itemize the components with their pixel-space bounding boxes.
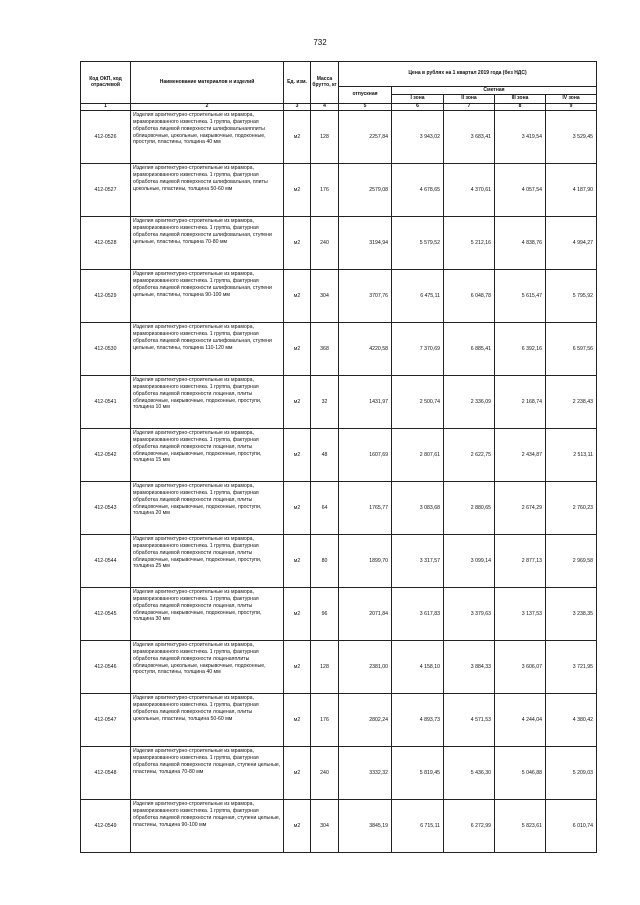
mass-cell: 32 bbox=[311, 376, 339, 429]
unit-cell: м2 bbox=[284, 376, 311, 429]
column-number: 6 bbox=[392, 104, 444, 111]
zone-3-price-cell: 2 877,13 bbox=[495, 535, 546, 588]
zone-1-price-cell: 2 807,61 bbox=[392, 429, 444, 482]
zone-4-price-cell: 3 238,35 bbox=[546, 588, 597, 641]
unit-cell: м2 bbox=[284, 111, 311, 164]
page-number: 732 bbox=[313, 38, 327, 47]
column-number: 4 bbox=[311, 104, 339, 111]
zone-2-price-cell: 5 212,16 bbox=[444, 217, 495, 270]
zone-2-price-cell: 6 885,41 bbox=[444, 323, 495, 376]
material-name-cell: Изделия архитектурно-строительные из мрамора, мраморизованного известняка. 1 группа, фактурная обработка лицевой поверхности шлифовальная, ступени цельные, пластины, толщина 70-80 мм bbox=[131, 217, 284, 270]
material-name-cell: Изделия архитектурно-строительные из мрамора, мраморизованного известняка. 1 группа, фактурная обработка лицевой поверхности шлифовальная, плиты цокольные, пластины, толщина 50-60 мм bbox=[131, 164, 284, 217]
column-number: 8 bbox=[495, 104, 546, 111]
release-price-cell: 1431,97 bbox=[339, 376, 392, 429]
material-name-cell: Изделия архитектурно-строительные из мрамора, мраморизованного известняка. 1 группа, фактурная обработка лицевой поверхности шлифовальнаяплиты облицовочные, цокольные, накрывочные, подоконные, проступи, пластины, толщина 40 мм bbox=[131, 111, 284, 164]
okp-code-cell: 412-0549 bbox=[81, 800, 131, 853]
table-row bbox=[81, 323, 597, 376]
unit-cell: м2 bbox=[284, 323, 311, 376]
mass-cell: 48 bbox=[311, 429, 339, 482]
unit-cell: м2 bbox=[284, 800, 311, 853]
mass-cell: 304 bbox=[311, 800, 339, 853]
unit-cell: м2 bbox=[284, 747, 311, 800]
okp-code-cell: 412-0527 bbox=[81, 164, 131, 217]
material-name-cell: Изделия архитектурно-строительные из мрамора, мраморизованного известняка. 1 группа, фактурная обработка лицевой поверхности лощеная, плиты облицовочные, накрывочные, подоконные, проступи, толщина 25 мм bbox=[131, 535, 284, 588]
zone-2-price-cell: 5 436,30 bbox=[444, 747, 495, 800]
okp-code-cell: 412-0526 bbox=[81, 111, 131, 164]
unit-cell: м2 bbox=[284, 694, 311, 747]
zone-1-price-cell: 4 893,73 bbox=[392, 694, 444, 747]
table-row bbox=[81, 535, 597, 588]
column-number: 2 bbox=[131, 104, 284, 111]
zone-2-price-cell: 3 379,63 bbox=[444, 588, 495, 641]
zone-3-price-cell: 3 606,07 bbox=[495, 641, 546, 694]
okp-code-cell: 412-0529 bbox=[81, 270, 131, 323]
zone-4-price-cell: 5 795,92 bbox=[546, 270, 597, 323]
unit-cell: м2 bbox=[284, 429, 311, 482]
okp-code-cell: 412-0544 bbox=[81, 535, 131, 588]
zone-3-price-cell: 5 823,61 bbox=[495, 800, 546, 853]
material-name-cell: Изделия архитектурно-строительные из мрамора, мраморизованного известняка. 1 группа, фактурная обработка лицевой поверхности шлифовальная, ступени цельные, пластины, толщина 90-100 мм bbox=[131, 270, 284, 323]
zone-3-price-cell: 4 244,04 bbox=[495, 694, 546, 747]
material-name-cell: Изделия архитектурно-строительные из мрамора, мраморизованного известняка. 1 группа, фактурная обработка лицевой поверхности шлифовальная, ступени цельные, пластины, толщина 110-120 мм bbox=[131, 323, 284, 376]
zone-2-price-cell: 2 336,09 bbox=[444, 376, 495, 429]
table-row bbox=[81, 641, 597, 694]
table-row bbox=[81, 747, 597, 800]
material-name-cell: Изделия архитектурно-строительные из мрамора, мраморизованного известняка. 1 группа, фактурная обработка лицевой поверхности лощеная, плиты облицовочные, накрывочные, подоконные, проступи, толщина 20 мм bbox=[131, 482, 284, 535]
table-row bbox=[81, 800, 597, 853]
column-number: 1 bbox=[81, 104, 131, 111]
zone-1-price-cell: 4 678,65 bbox=[392, 164, 444, 217]
header-zone-2: II зона bbox=[444, 95, 495, 104]
zone-3-price-cell: 5 046,88 bbox=[495, 747, 546, 800]
okp-code-cell: 412-0547 bbox=[81, 694, 131, 747]
zone-1-price-cell: 3 083,68 bbox=[392, 482, 444, 535]
zone-2-price-cell: 6 272,99 bbox=[444, 800, 495, 853]
unit-cell: м2 bbox=[284, 270, 311, 323]
mass-cell: 176 bbox=[311, 164, 339, 217]
release-price-cell: 2071,84 bbox=[339, 588, 392, 641]
okp-code-cell: 412-0528 bbox=[81, 217, 131, 270]
unit-cell: м2 bbox=[284, 164, 311, 217]
zone-3-price-cell: 3 419,54 bbox=[495, 111, 546, 164]
table-row bbox=[81, 588, 597, 641]
header-estimate-price: Сметная bbox=[392, 87, 597, 95]
unit-cell: м2 bbox=[284, 588, 311, 641]
zone-3-price-cell: 2 674,29 bbox=[495, 482, 546, 535]
table-row bbox=[81, 429, 597, 482]
mass-cell: 128 bbox=[311, 111, 339, 164]
column-number: 7 bbox=[444, 104, 495, 111]
price-table bbox=[80, 61, 597, 853]
okp-code-cell: 412-0546 bbox=[81, 641, 131, 694]
zone-4-price-cell: 5 209,03 bbox=[546, 747, 597, 800]
mass-cell: 240 bbox=[311, 217, 339, 270]
header-code: Код ОКП, код отраслевой bbox=[81, 62, 131, 104]
column-number: 5 bbox=[339, 104, 392, 111]
material-name-cell: Изделия архитектурно-строительные из мрамора, мраморизованного известняка. 1 группа, фактурная обработка лицевой поверхности лощеная, ступени цельные, пластины, толщина 70-80 мм bbox=[131, 747, 284, 800]
table-row bbox=[81, 270, 597, 323]
material-name-cell: Изделия архитектурно-строительные из мрамора, мраморизованного известняка. 1 группа, фактурная обработка лицевой поверхности лощеная, ступени цельные, пластины, толщина 90-100 мм bbox=[131, 800, 284, 853]
zone-1-price-cell: 3 943,02 bbox=[392, 111, 444, 164]
mass-cell: 368 bbox=[311, 323, 339, 376]
mass-cell: 176 bbox=[311, 694, 339, 747]
zone-4-price-cell: 6 010,74 bbox=[546, 800, 597, 853]
zone-1-price-cell: 5 819,45 bbox=[392, 747, 444, 800]
zone-4-price-cell: 6 597,56 bbox=[546, 323, 597, 376]
zone-4-price-cell: 2 238,43 bbox=[546, 376, 597, 429]
zone-4-price-cell: 4 380,42 bbox=[546, 694, 597, 747]
zone-3-price-cell: 4 838,76 bbox=[495, 217, 546, 270]
zone-2-price-cell: 2 880,65 bbox=[444, 482, 495, 535]
okp-code-cell: 412-0545 bbox=[81, 588, 131, 641]
header-unit: Ед. изм. bbox=[284, 62, 311, 104]
mass-cell: 80 bbox=[311, 535, 339, 588]
zone-1-price-cell: 5 579,52 bbox=[392, 217, 444, 270]
table-row bbox=[81, 376, 597, 429]
material-name-cell: Изделия архитектурно-строительные из мрамора, мраморизованного известняка. 1 группа, фактурная обработка лицевой поверхности лощеная, плиты цокольные, пластины, толщина 50-60 мм bbox=[131, 694, 284, 747]
zone-2-price-cell: 4 571,53 bbox=[444, 694, 495, 747]
table-row bbox=[81, 482, 597, 535]
mass-cell: 128 bbox=[311, 641, 339, 694]
zone-3-price-cell: 6 392,16 bbox=[495, 323, 546, 376]
release-price-cell: 3707,76 bbox=[339, 270, 392, 323]
zone-4-price-cell: 2 969,58 bbox=[546, 535, 597, 588]
mass-cell: 96 bbox=[311, 588, 339, 641]
zone-1-price-cell: 3 617,83 bbox=[392, 588, 444, 641]
zone-3-price-cell: 2 434,87 bbox=[495, 429, 546, 482]
column-number: 9 bbox=[546, 104, 597, 111]
release-price-cell: 1607,69 bbox=[339, 429, 392, 482]
zone-4-price-cell: 3 721,95 bbox=[546, 641, 597, 694]
unit-cell: м2 bbox=[284, 641, 311, 694]
material-name-cell: Изделия архитектурно-строительные из мрамора, мраморизованного известняка. 1 группа, фактурная обработка лицевой поверхности лощеная, плиты облицовочные, накрывочные, подоконные, проступи, толщина 15 мм bbox=[131, 429, 284, 482]
release-price-cell: 3194,94 bbox=[339, 217, 392, 270]
header-release-price: отпускная bbox=[339, 87, 392, 104]
zone-1-price-cell: 2 500,74 bbox=[392, 376, 444, 429]
zone-3-price-cell: 3 137,53 bbox=[495, 588, 546, 641]
table-body bbox=[81, 111, 597, 853]
zone-2-price-cell: 3 884,33 bbox=[444, 641, 495, 694]
mass-cell: 64 bbox=[311, 482, 339, 535]
okp-code-cell: 412-0548 bbox=[81, 747, 131, 800]
release-price-cell: 4220,58 bbox=[339, 323, 392, 376]
release-price-cell: 2802,24 bbox=[339, 694, 392, 747]
okp-code-cell: 412-0542 bbox=[81, 429, 131, 482]
material-name-cell: Изделия архитектурно-строительные из мрамора, мраморизованного известняка. 1 группа, фактурная обработка лицевой поверхности лощеная, плиты облицовочные, накрывочные, подоконные, проступи, толщина 30 мм bbox=[131, 588, 284, 641]
release-price-cell: 1765,77 bbox=[339, 482, 392, 535]
material-name-cell: Изделия архитектурно-строительные из мрамора, мраморизованного известняка. 1 группа, фактурная обработка лицевой поверхности лощенаяплиты облицовочные, цокольные, накрывочные, подоконные, проступи, пластины, толщина 40 мм bbox=[131, 641, 284, 694]
okp-code-cell: 412-0530 bbox=[81, 323, 131, 376]
mass-cell: 304 bbox=[311, 270, 339, 323]
zone-4-price-cell: 4 187,90 bbox=[546, 164, 597, 217]
zone-1-price-cell: 4 158,10 bbox=[392, 641, 444, 694]
mass-cell: 240 bbox=[311, 747, 339, 800]
release-price-cell: 3332,32 bbox=[339, 747, 392, 800]
material-name-cell: Изделия архитектурно-строительные из мрамора, мраморизованного известняка. 1 группа, фактурная обработка лицевой поверхности лощеная, плиты облицовочные, накрывочные, подоконные, проступи, толщина 10 мм bbox=[131, 376, 284, 429]
zone-1-price-cell: 6 475,11 bbox=[392, 270, 444, 323]
header-zone-3: III зона bbox=[495, 95, 546, 104]
table-row bbox=[81, 694, 597, 747]
zone-1-price-cell: 3 317,57 bbox=[392, 535, 444, 588]
header-price-group: Цена в рублях на 1 квартал 2019 года (без НДС) bbox=[339, 62, 597, 87]
zone-2-price-cell: 2 622,75 bbox=[444, 429, 495, 482]
okp-code-cell: 412-0541 bbox=[81, 376, 131, 429]
release-price-cell: 3845,19 bbox=[339, 800, 392, 853]
table-row bbox=[81, 111, 597, 164]
header-zone-4: IV зона bbox=[546, 95, 597, 104]
header-mass: Масса брутто, кг bbox=[311, 62, 339, 104]
zone-2-price-cell: 6 048,78 bbox=[444, 270, 495, 323]
release-price-cell: 2381,00 bbox=[339, 641, 392, 694]
table-row bbox=[81, 217, 597, 270]
zone-2-price-cell: 3 683,41 bbox=[444, 111, 495, 164]
zone-2-price-cell: 3 099,14 bbox=[444, 535, 495, 588]
unit-cell: м2 bbox=[284, 535, 311, 588]
release-price-cell: 2579,08 bbox=[339, 164, 392, 217]
zone-1-price-cell: 7 370,69 bbox=[392, 323, 444, 376]
unit-cell: м2 bbox=[284, 482, 311, 535]
header-zone-1: I зона bbox=[392, 95, 444, 104]
zone-4-price-cell: 2 760,23 bbox=[546, 482, 597, 535]
zone-3-price-cell: 2 168,74 bbox=[495, 376, 546, 429]
okp-code-cell: 412-0543 bbox=[81, 482, 131, 535]
unit-cell: м2 bbox=[284, 217, 311, 270]
zone-2-price-cell: 4 370,61 bbox=[444, 164, 495, 217]
zone-3-price-cell: 4 057,54 bbox=[495, 164, 546, 217]
release-price-cell: 2257,84 bbox=[339, 111, 392, 164]
header-name: Наименование материалов и изделий bbox=[131, 62, 284, 104]
column-number: 3 bbox=[284, 104, 311, 111]
zone-3-price-cell: 5 615,47 bbox=[495, 270, 546, 323]
table-row bbox=[81, 164, 597, 217]
zone-4-price-cell: 2 513,11 bbox=[546, 429, 597, 482]
release-price-cell: 1899,70 bbox=[339, 535, 392, 588]
zone-4-price-cell: 3 529,45 bbox=[546, 111, 597, 164]
zone-4-price-cell: 4 994,27 bbox=[546, 217, 597, 270]
zone-1-price-cell: 6 715,11 bbox=[392, 800, 444, 853]
